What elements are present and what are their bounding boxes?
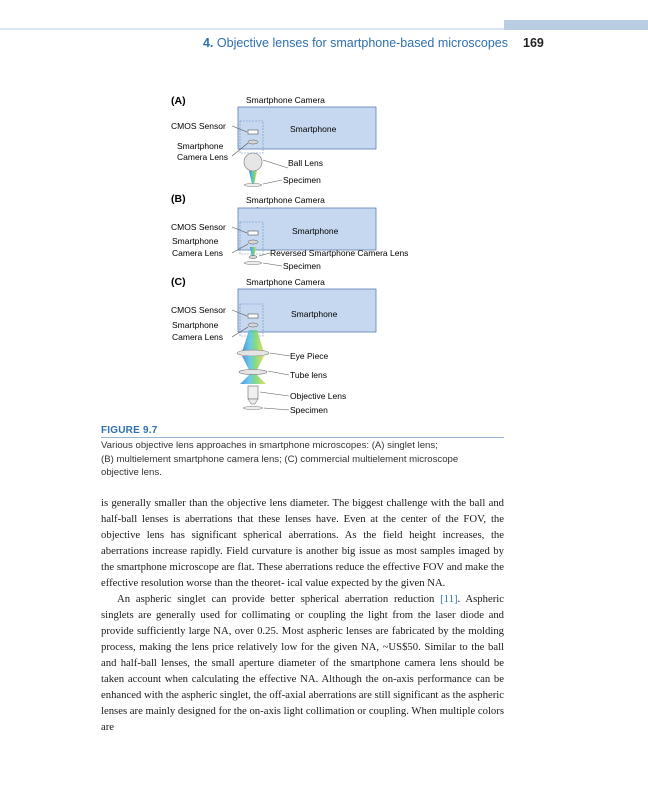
panel-b-reversed-lens: [249, 256, 257, 259]
page-number: 169: [523, 36, 544, 50]
text-line: ball and half-ball lenses is aberrations that these lenses have. Even at the center of: [101, 497, 505, 525]
panel-a-cmos-sensor: [248, 130, 258, 134]
panel-c-beam-lower: [240, 374, 266, 384]
text-line: reduce the effective FOV and make the effective resolution worse than the theoret-: [101, 561, 504, 589]
panel-b-cmos-sensor: [248, 231, 258, 235]
panel-c-eye-piece-label: Eye Piece: [290, 351, 329, 361]
panel-a-specimen-label: Specimen: [283, 175, 321, 185]
caption-line: (B) multielement smartphone camera lens; (C) commercial multielement microscope: [101, 453, 459, 465]
panel-a-specimen: [244, 184, 262, 187]
panel-c-smartphone-label: Smartphone: [291, 309, 338, 319]
panel-b-lens-label-1: Smartphone: [172, 236, 219, 246]
chapter-number: 4.: [202, 36, 214, 50]
panel-c-beam-top: [242, 330, 264, 352]
text-line: NA. Although the on-axis performance can be enhanced with the aspheric singlet,: [101, 673, 505, 701]
panel-b-reversed-lens-label: Reversed Smartphone Camera Lens: [270, 248, 409, 258]
text-fragment: .: [457, 593, 461, 605]
panel-a-smartphone-label: Smartphone: [290, 124, 337, 134]
panel-c-cmos-label: CMOS Sensor: [171, 305, 226, 315]
citation-link[interactable]: [11]: [440, 593, 458, 605]
text-line: laser diode and provide sufficiently large NA, over 0.25. Most aspheric lenses are: [101, 609, 505, 637]
panel-c: [171, 276, 376, 415]
panel-b-label: (B): [171, 193, 186, 205]
text-line: most samples imaged by the smartphone microscope are flat. These aberrations: [101, 545, 504, 573]
text-line: increases, the aberrations increase rapidly. Field curvature is another big issue as: [101, 529, 504, 557]
panel-a-camera-lens: [248, 140, 258, 144]
panel-a-lens-label-1: Smartphone: [177, 141, 224, 151]
figure-caption: [101, 439, 501, 480]
header-accent-bar: [504, 20, 648, 30]
text-line: Aspheric singlets are generally used for collimating or coupling the light from the: [101, 593, 504, 621]
panel-c-objective-lens: [248, 386, 258, 399]
panel-b-specimen-label: Specimen: [283, 261, 321, 271]
text-line: fabricated by the molding process, making the lens price relatively low for the given: [101, 625, 505, 653]
panel-c-camera-lens: [248, 323, 258, 327]
text-line: the smartphone camera lens should be taken account when calculating the effective: [101, 657, 505, 685]
panel-a-lens-label-2: Camera Lens: [177, 152, 229, 162]
panel-a: [171, 95, 376, 187]
optics-diagram: [160, 90, 460, 420]
panel-b-camera-lens: [248, 240, 258, 244]
panel-a-label: (A): [171, 95, 186, 107]
running-head: [0, 36, 508, 50]
text-line: ical value expected by the given NA.: [287, 577, 446, 589]
panel-c-specimen: [243, 407, 263, 410]
panel-b-smartphone-label: Smartphone: [292, 226, 339, 236]
figure-caption-rule: [101, 437, 504, 438]
panel-c-label: (C): [171, 276, 186, 288]
chapter-title: Objective lenses for smartphone-based microscopes: [216, 36, 508, 50]
panel-c-lens-label-2: Camera Lens: [172, 332, 224, 342]
panel-b-lens-label-2: Camera Lens: [172, 248, 224, 258]
panel-c-tube-lens: [239, 370, 267, 375]
panel-c-objective-lens-label: Objective Lens: [290, 391, 347, 401]
panel-b-cmos-label: CMOS Sensor: [171, 222, 226, 232]
paragraph-1: [101, 495, 504, 591]
text-line: An aspheric singlet can provide better spherical aberration reduction: [117, 593, 435, 605]
body-text: [101, 495, 504, 735]
panel-b-camera-label: Smartphone Camera: [246, 195, 325, 205]
panel-b: [171, 193, 408, 271]
panel-a-camera-label: Smartphone Camera: [246, 95, 325, 105]
panel-c-eye-piece: [237, 350, 269, 356]
panel-a-cmos-label: CMOS Sensor: [171, 121, 226, 131]
panel-c-specimen-label: Specimen: [290, 405, 328, 415]
text-line: NA, ~US$50. Similar to the ball and half-ball lenses, the small aperture diameter of: [101, 641, 505, 669]
figure-9-7: [160, 90, 460, 420]
panel-c-cmos-sensor: [248, 314, 258, 318]
text-line: is generally smaller than the objective lens diameter. The biggest challenge with the: [101, 497, 467, 509]
text-line: the FOV, the objective lens has significant spherical aberrations. As the field height: [101, 513, 504, 541]
paragraph-2: [101, 591, 504, 735]
panel-a-beam: [249, 171, 257, 184]
panel-c-camera-label: Smartphone Camera: [246, 277, 325, 287]
text-line: designed for the on-axis light collimation or coupling. When multiple colors are: [101, 705, 504, 733]
panel-c-tube-lens-label: Tube lens: [290, 370, 328, 380]
text-line: the off-axial aberrations are still significant as the aspheric lenses are mainly: [101, 689, 504, 717]
caption-line: Various objective lens approaches in smartphone microscopes: (A) singlet lens;: [101, 440, 438, 451]
figure-label: FIGURE 9.7: [101, 425, 158, 436]
panel-c-lens-label-1: Smartphone: [172, 320, 219, 330]
panel-b-specimen: [244, 262, 262, 265]
panel-a-ball-lens-label: Ball Lens: [288, 158, 323, 168]
panel-a-ball-lens: [244, 153, 262, 171]
caption-line: objective lens.: [101, 467, 162, 478]
